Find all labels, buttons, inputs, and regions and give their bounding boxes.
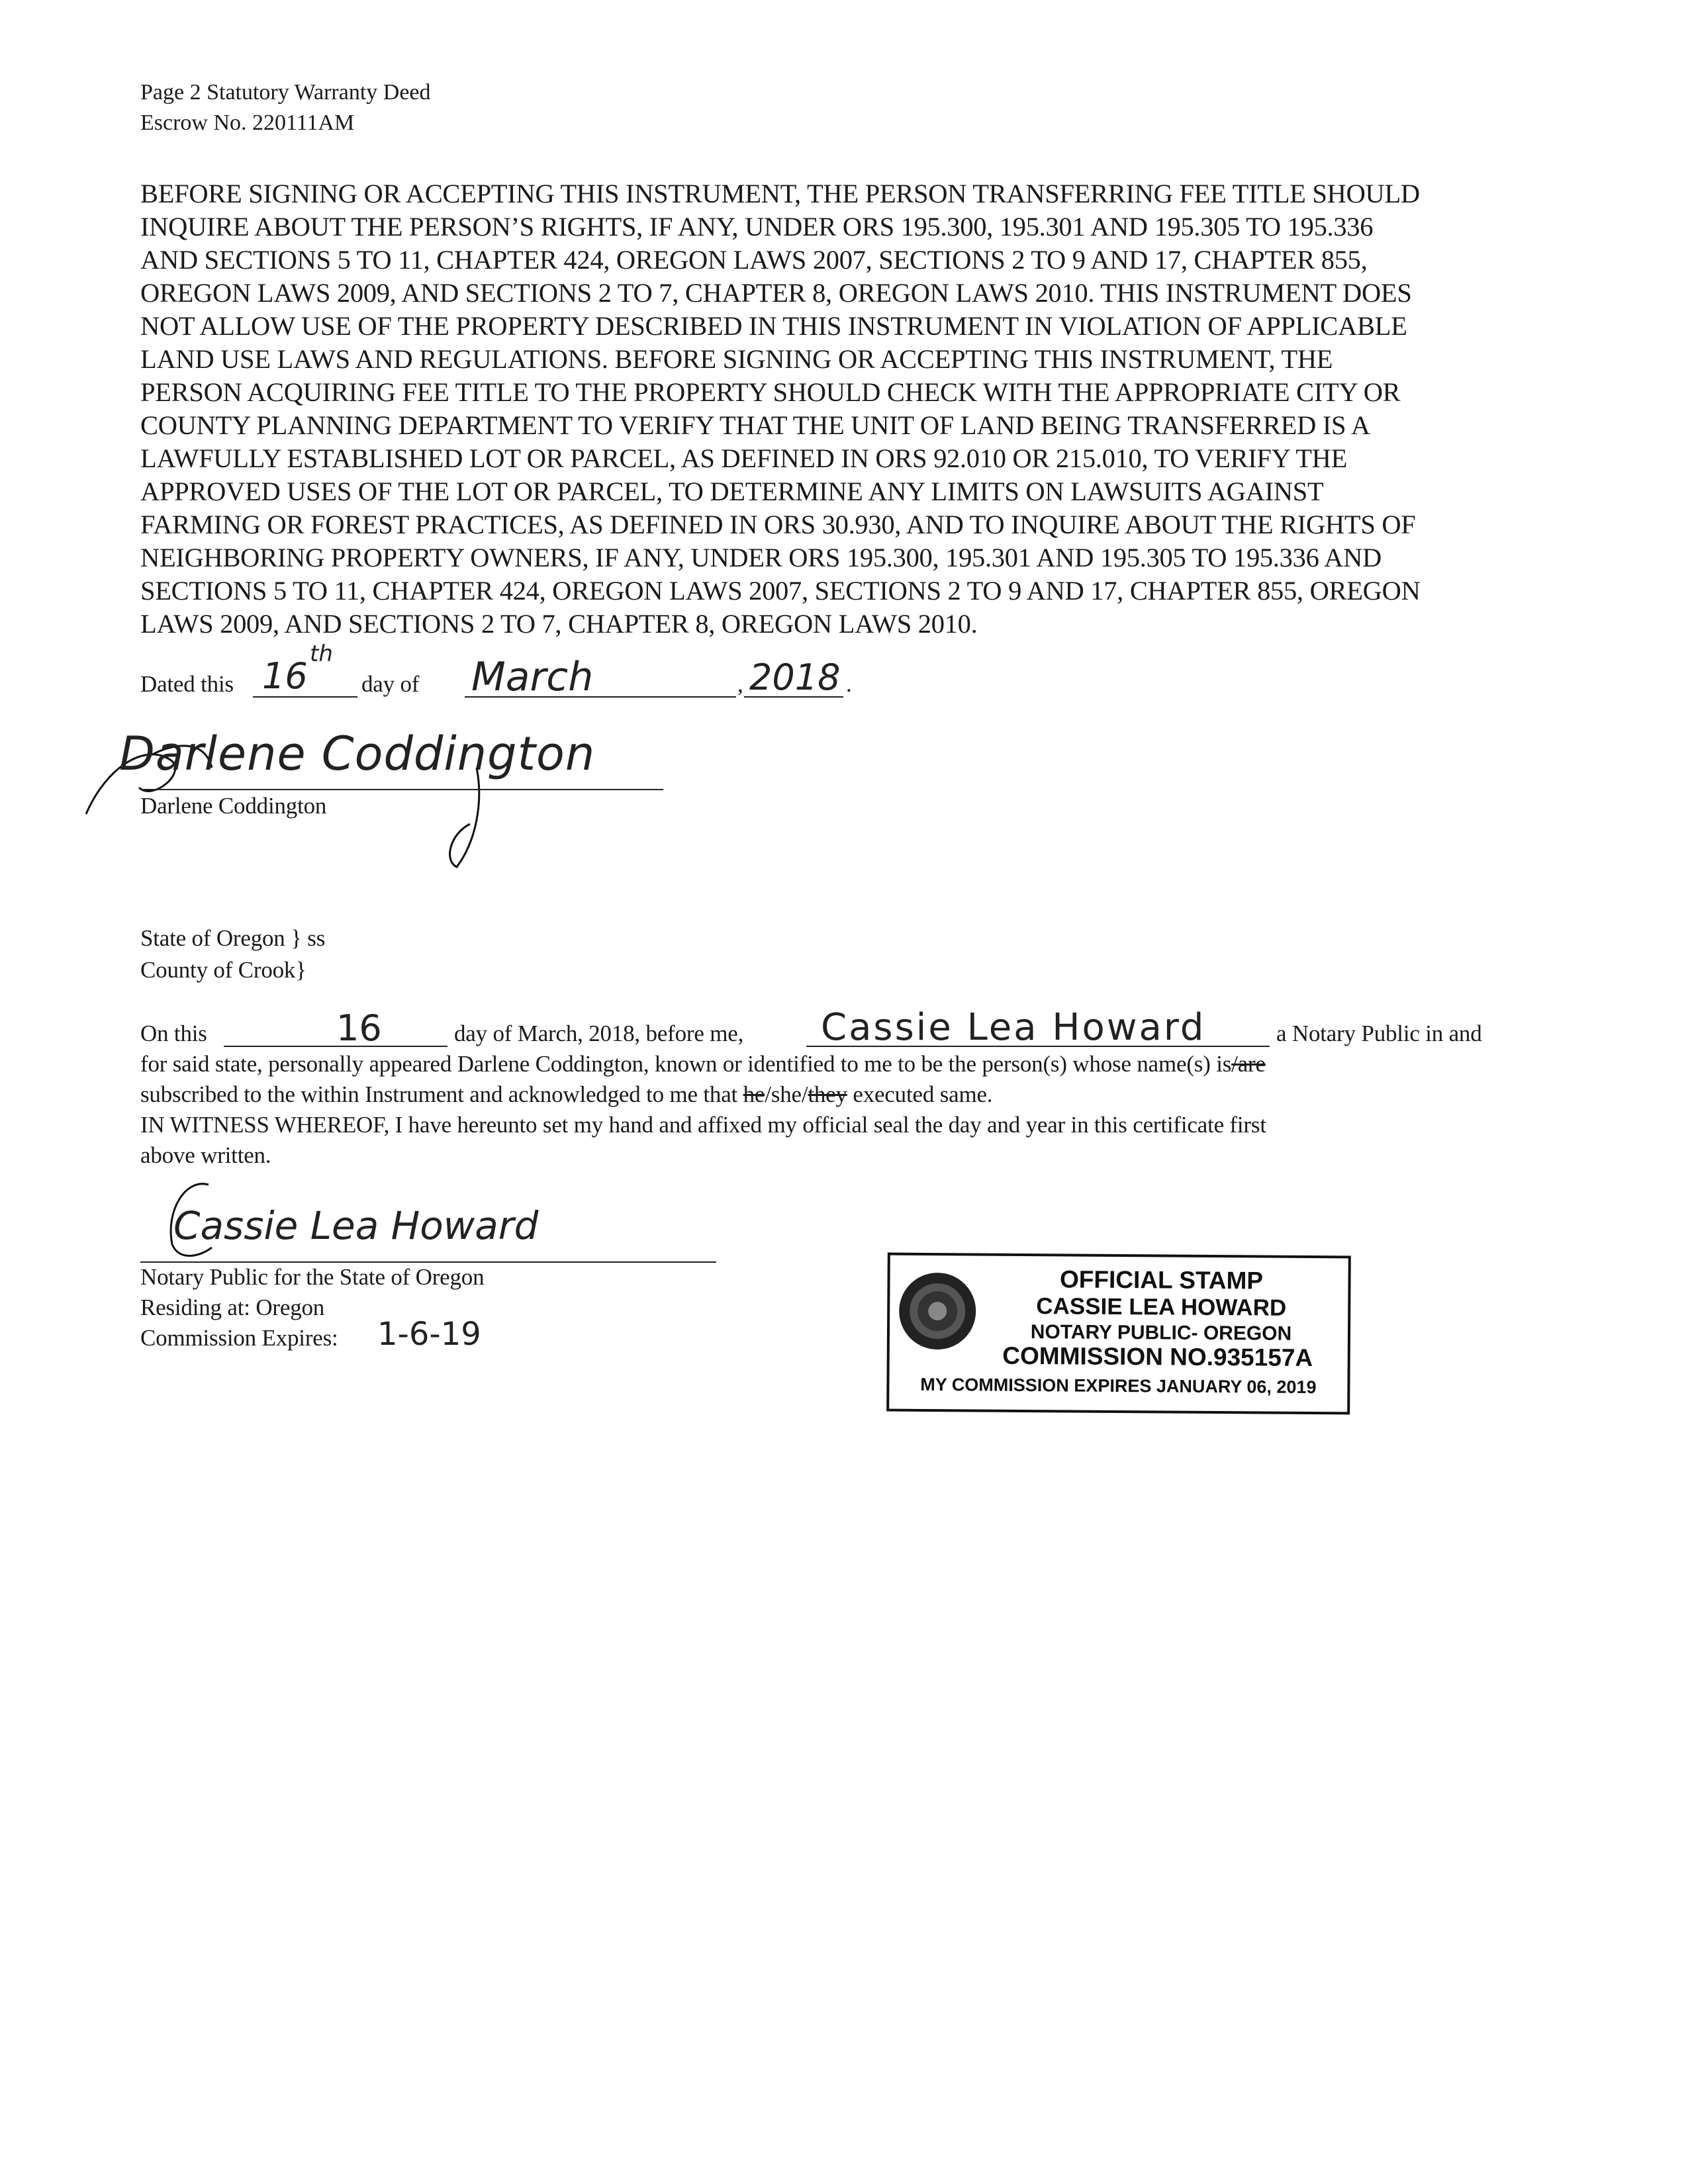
ack-on-this: On this (140, 1021, 207, 1046)
warning-line: LAWS 2009, AND SECTIONS 2 TO 7, CHAPTER 8, OREGON LAWS 2010. (140, 609, 978, 639)
grantor-signature-rule (140, 789, 663, 790)
ack-day-of: day of March, 2018, before me, (454, 1021, 744, 1046)
stamp-expiration: MY COMMISSION EXPIRES JANUARY 06, 2019 (920, 1374, 1317, 1398)
ack-notary-name-handwritten: Cassie Lea Howard (821, 1006, 1206, 1049)
dated-mid: day of (361, 671, 420, 697)
dated-prefix: Dated this (140, 671, 234, 697)
dated-day-handwritten: 16 (262, 655, 308, 697)
dated-day-suffix: th (310, 641, 333, 667)
official-notary-stamp (886, 1253, 1351, 1415)
commission-expires-label: Commission Expires: (140, 1325, 338, 1351)
dated-comma: , (737, 671, 743, 697)
ack-line2: for said state, personally appeared Darlene Coddington, known or identified to me to be the person(s) whose name(s) is (140, 1051, 1232, 1077)
dated-year-handwritten: 2018 (749, 657, 841, 698)
warning-line: FARMING OR FOREST PRACTICES, AS DEFINED IN ORS 30.930, AND TO INQUIRE ABOUT THE RIGHTS OF (140, 510, 1416, 539)
warning-line: BEFORE SIGNING OR ACCEPTING THIS INSTRUMENT, THE PERSON TRANSFERRING FEE TITLE SHOULD (140, 179, 1420, 208)
ack-line2-struck: /are (1231, 1051, 1266, 1077)
stamp-notary-public: NOTARY PUBLIC- OREGON (1030, 1321, 1292, 1345)
witness-line-2: above written. (140, 1142, 271, 1168)
ack-line3-struck-he: he (743, 1081, 765, 1107)
warning-line: LAND USE LAWS AND REGULATIONS. BEFORE SIGNING OR ACCEPTING THIS INSTRUMENT, THE (140, 344, 1333, 374)
notary-signature: Cassie Lea Howard (173, 1203, 539, 1248)
warning-line: NOT ALLOW USE OF THE PROPERTY DESCRIBED IN THIS INSTRUMENT IN VIOLATION OF APPLICABLE (140, 311, 1407, 341)
ack-day-handwritten: 16 (336, 1007, 382, 1049)
stamp-title: OFFICIAL STAMP (1059, 1265, 1264, 1295)
witness-line: IN WITNESS WHEREOF, I have hereunto set my hand and affixed my official seal the day and year in this certificate first (140, 1112, 1266, 1138)
ack-line3-struck-they: they (808, 1081, 847, 1107)
escrow-number: Escrow No. 220111AM (140, 111, 355, 135)
warning-line: LAWFULLY ESTABLISHED LOT OR PARCEL, AS DEFINED IN ORS 92.010 OR 215.010, TO VERIFY THE (140, 443, 1348, 473)
ack-line3-start: subscribed to the within Instrument and acknowledged to me that (140, 1081, 743, 1107)
ack-day-rule (224, 1046, 447, 1047)
signature-descender (437, 761, 496, 874)
warning-line: NEIGHBORING PROPERTY OWNERS, IF ANY, UNDER ORS 195.300, 195.301 AND 195.305 TO 195.336 AND (140, 543, 1382, 572)
warning-line: PERSON ACQUIRING FEE TITLE TO THE PROPERTY SHOULD CHECK WITH THE APPROPRIATE CITY OR (140, 377, 1401, 407)
notary-title: Notary Public for the State of Oregon (140, 1264, 485, 1290)
venue-state: State of Oregon } ss (140, 925, 326, 951)
warning-line: AND SECTIONS 5 TO 11, CHAPTER 424, OREGON LAWS 2007, SECTIONS 2 TO 9 AND 17, CHAPTER 855, (140, 245, 1368, 275)
notary-residing: Residing at: Oregon (140, 1295, 325, 1320)
dated-period: . (846, 671, 852, 697)
warning-line: APPROVED USES OF THE LOT OR PARCEL, TO DETERMINE ANY LIMITS ON LAWSUITS AGAINST (140, 477, 1324, 506)
warning-line: COUNTY PLANNING DEPARTMENT TO VERIFY THAT THE UNIT OF LAND BEING TRANSFERRED IS A (140, 410, 1370, 440)
dated-month-handwritten: March (471, 654, 594, 700)
document-page-label: Page 2 Statutory Warranty Deed (140, 80, 431, 105)
warning-line: SECTIONS 5 TO 11, CHAPTER 424, OREGON LAWS 2007, SECTIONS 2 TO 9 AND 17, CHAPTER 855, OREGON (140, 576, 1421, 606)
commission-expires-handwritten: 1-6-19 (377, 1316, 481, 1353)
statutory-warning-paragraph (140, 177, 1544, 641)
warning-line: INQUIRE ABOUT THE PERSON’S RIGHTS, IF ANY, UNDER ORS 195.300, 195.301 AND 195.305 TO 195.336 (140, 212, 1374, 242)
state-seal-icon (896, 1270, 979, 1353)
ack-line3-mid: /she/ (765, 1081, 808, 1107)
grantor-signature-text: Darlene Coddington (119, 727, 596, 781)
venue-county: County of Crook} (140, 957, 306, 983)
stamp-commission-number: COMMISSION NO.935157A (1002, 1342, 1313, 1372)
grantor-name: Darlene Coddington (140, 793, 327, 819)
warning-line: OREGON LAWS 2009, AND SECTIONS 2 TO 7, CHAPTER 8, OREGON LAWS 2010. THIS INSTRUMENT DOES (140, 278, 1412, 308)
stamp-notary-name: CASSIE LEA HOWARD (1036, 1293, 1287, 1321)
ack-line3-end: executed same. (847, 1081, 993, 1107)
ack-notary-public: a Notary Public in and (1276, 1021, 1482, 1046)
